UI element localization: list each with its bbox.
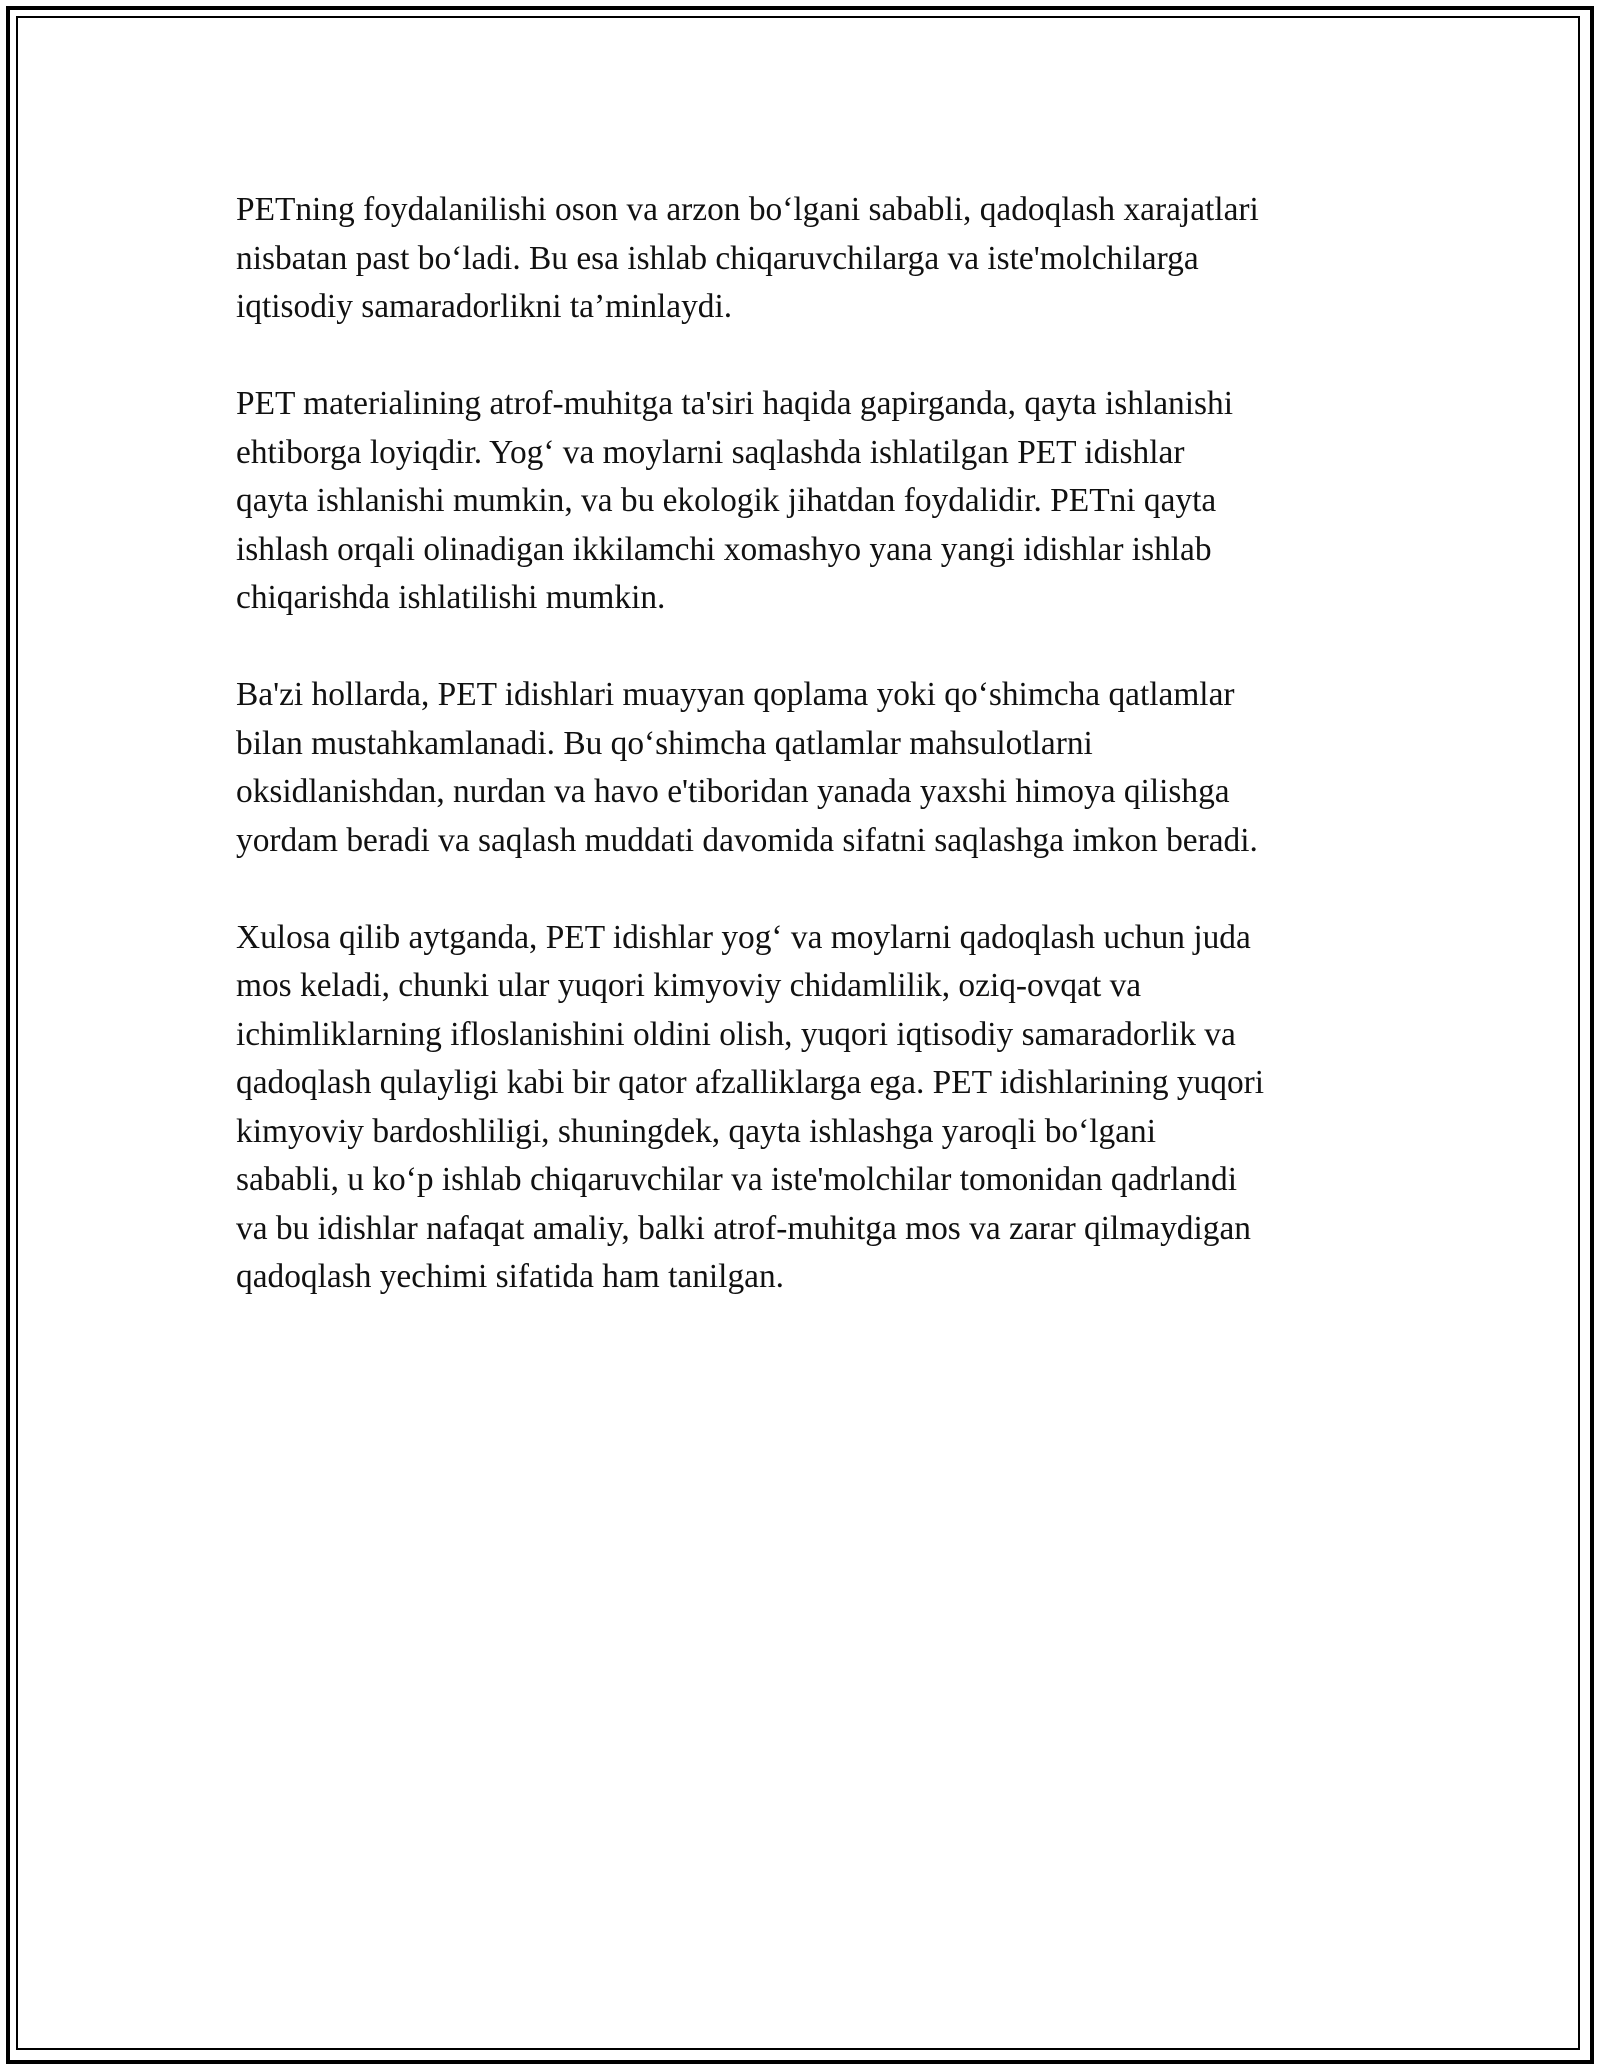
document-body [236,186,1386,1350]
paragraph-conclusion: Xulosa qilib aytganda, PET idishlar yog‘ va moylarni qadoqlash uchun juda mos keladi, chunki ular yuqori kimyoviy chidamlilik, oziq-ovqat va ichimliklarning ifloslanishini oldini olish, yuqori iqtisodiy samaradorlik va qadoqlash qulayligi kabi bir qator afzalliklarga ega. PET idishlarining yuqori kimyoviy bardoshliligi, shuningdek, qayta ishlashga yaroqli bo‘lgani sababli, u ko‘p ishlab chiqaruvchilar va iste'molchilar tomonidan qadrlandi va bu idishlar nafaqat amaliy, balki atrof-muhitga mos va zarar qilmaydigan qadoqlash yechimi sifatida ham tanilgan. [236,918,1265,1295]
paragraph-cost-efficiency: PETning foydalanilishi oson va arzon bo‘lgani sababli, qadoqlash xarajatlari nisbatan past bo‘ladi. Bu esa ishlab chiqaruvchilarga va iste'molchilarga iqtisodiy samaradorlikni ta’minlaydi. [236,191,1259,325]
paragraph-environmental-impact: PET materialining atrof-muhitga ta'siri haqida gapirganda, qayta ishlanishi ehtiborga loyiqdir. Yog‘ va moylarni saqlashda ishlatilgan PET idishlar qayta ishlanishi mumkin, va bu ekologik jihatdan foydalidir. PETni qayta ishlash orqali olinadigan ikkilamchi xomashyo yana yangi idishlar ishlab chiqarishda ishlatilishi mumkin. [236,385,1233,616]
paragraph-protective-layers: Ba'zi hollarda, PET idishlari muayyan qoplama yoki qo‘shimcha qatlamlar bilan mustahkamlanadi. Bu qo‘shimcha qatlamlar mahsulotlarni oksidlanishdan, nurdan va havo e'tiboridan yanada yaxshi himoya qilishga yordam beradi va saqlash muddati davomida sifatni saqlashga imkon beradi. [236,676,1258,859]
